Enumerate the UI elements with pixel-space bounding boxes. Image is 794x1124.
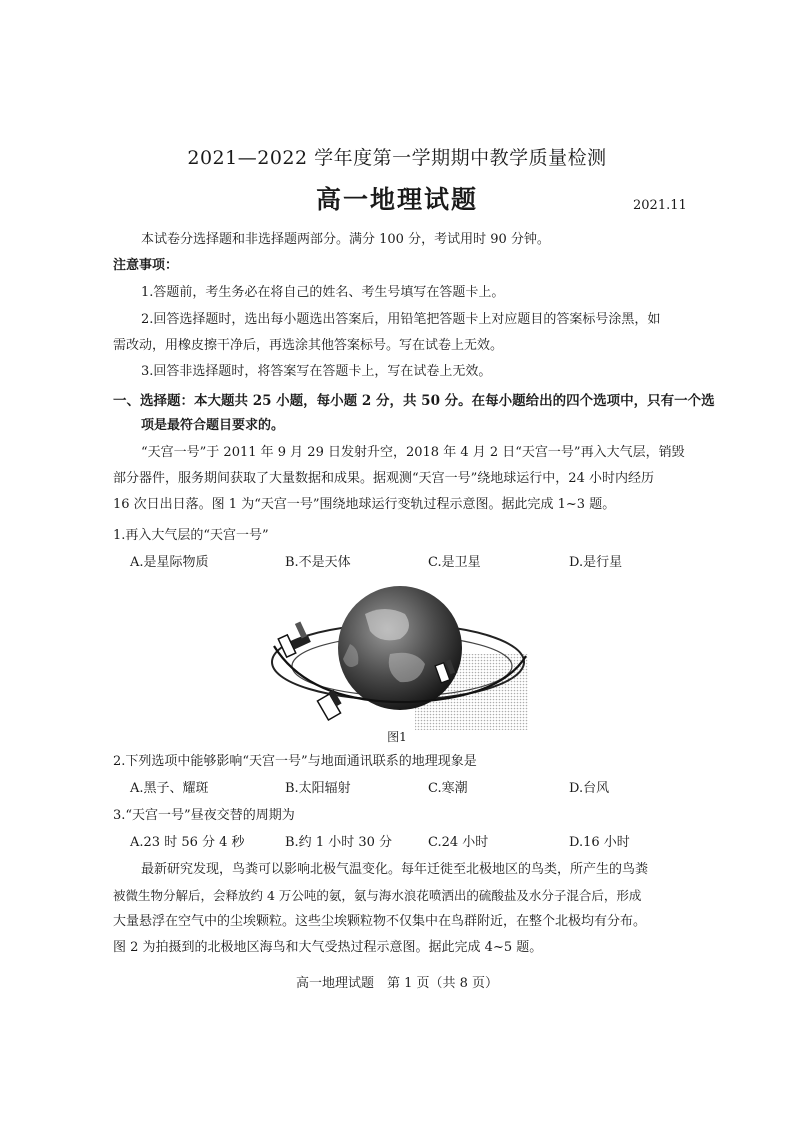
question-2-option-a: A.黑子、耀斑 bbox=[130, 781, 209, 796]
section-heading-cont: 项是最符合题目要求的。 bbox=[141, 418, 285, 433]
section-heading: 一、选择题：本大题共 25 小题，每小题 2 分，共 50 分。在每小题给出的四个选项中，只有一个选 bbox=[113, 393, 715, 409]
question-3-option-b: B.约 1 小时 30 分 bbox=[285, 835, 393, 850]
passage-1-line-1: “天宫一号”于 2011 年 9 月 29 日发射升空，2018 年 4 月 2 日“天宫一号”再入大气层，销毁 bbox=[141, 445, 685, 460]
question-3-option-c: C.24 小时 bbox=[428, 835, 489, 850]
notice-item-3: 3.回答非选择题时，将答案写在答题卡上，写在试卷上无效。 bbox=[141, 364, 492, 379]
intro-text: 本试卷分选择题和非选择题两部分。满分 100 分，考试用时 90 分钟。 bbox=[141, 232, 550, 247]
passage-2-line-4: 图 2 为拍摄到的北极地区海鸟和大气受热过程示意图。据此完成 4~5 题。 bbox=[113, 940, 543, 955]
question-2-option-b: B.太阳辐射 bbox=[285, 781, 351, 796]
question-1-option-b: B.不是天体 bbox=[285, 555, 351, 570]
figure-caption: 图1 bbox=[387, 730, 407, 744]
question-1-option-d: D.是行星 bbox=[569, 555, 623, 570]
page-title: 高一地理试题 bbox=[315, 185, 478, 214]
passage-2-line-1: 最新研究发现，鸟粪可以影响北极气温变化。每年迁徙至北极地区的鸟类，所产生的鸟粪 bbox=[141, 862, 649, 877]
orbit-figure bbox=[270, 584, 528, 730]
question-2-option-c: C.寒潮 bbox=[428, 781, 468, 796]
notice-item-1: 1.答题前，考生务必在将自己的姓名、考生号填写在答题卡上。 bbox=[141, 285, 505, 300]
question-3-option-d: D.16 小时 bbox=[569, 835, 630, 850]
passage-2-line-2: 被微生物分解后，会释放约 4 万公吨的氨，氨与海水浪花喷洒出的硫酸盐及水分子混合后，形成 bbox=[113, 888, 642, 903]
question-1-stem: 1.再入大气层的“天宫一号” bbox=[113, 528, 269, 543]
question-1-option-c: C.是卫星 bbox=[428, 555, 481, 570]
earth-globe bbox=[338, 586, 462, 710]
page-footer: 高一地理试题 第 1 页（共 8 页） bbox=[295, 976, 499, 991]
notice-item-2-cont: 需改动，用橡皮擦干净后，再选涂其他答案标号。写在试卷上无效。 bbox=[113, 338, 504, 353]
notice-heading: 注意事项： bbox=[113, 258, 179, 273]
passage-2-line-3: 大量悬浮在空气中的尘埃颗粒。这些尘埃颗粒物不仅集中在鸟群附近，在整个北极均有分布。 bbox=[113, 914, 647, 929]
question-1-option-a: A.是星际物质 bbox=[130, 555, 209, 570]
passage-1-line-3: 16 次日出日落。图 1 为“天宫一号”围绕地球运行变轨过程示意图。据此完成 1~3 题。 bbox=[113, 497, 616, 512]
question-2-option-d: D.台风 bbox=[569, 781, 610, 796]
passage-1-line-2: 部分器件，服务期间获取了大量数据和成果。据观测“天宫一号”绕地球运行中，24 小时内经历 bbox=[113, 471, 654, 486]
notice-item-2: 2.回答选择题时，选出每小题选出答案后，用铅笔把答题卡上对应题目的答案标号涂黑，如 bbox=[141, 312, 661, 327]
exam-name: 2021—2022 学年度第一学期期中教学质量检测 bbox=[187, 147, 607, 169]
exam-date: 2021.11 bbox=[633, 198, 687, 213]
question-3-stem: 3.“天宫一号”昼夜交替的周期为 bbox=[113, 808, 295, 823]
question-3-option-a: A.23 时 56 分 4 秒 bbox=[130, 835, 245, 850]
question-2-stem: 2.下列选项中能够影响“天宫一号”与地面通讯联系的地理现象是 bbox=[113, 754, 477, 769]
